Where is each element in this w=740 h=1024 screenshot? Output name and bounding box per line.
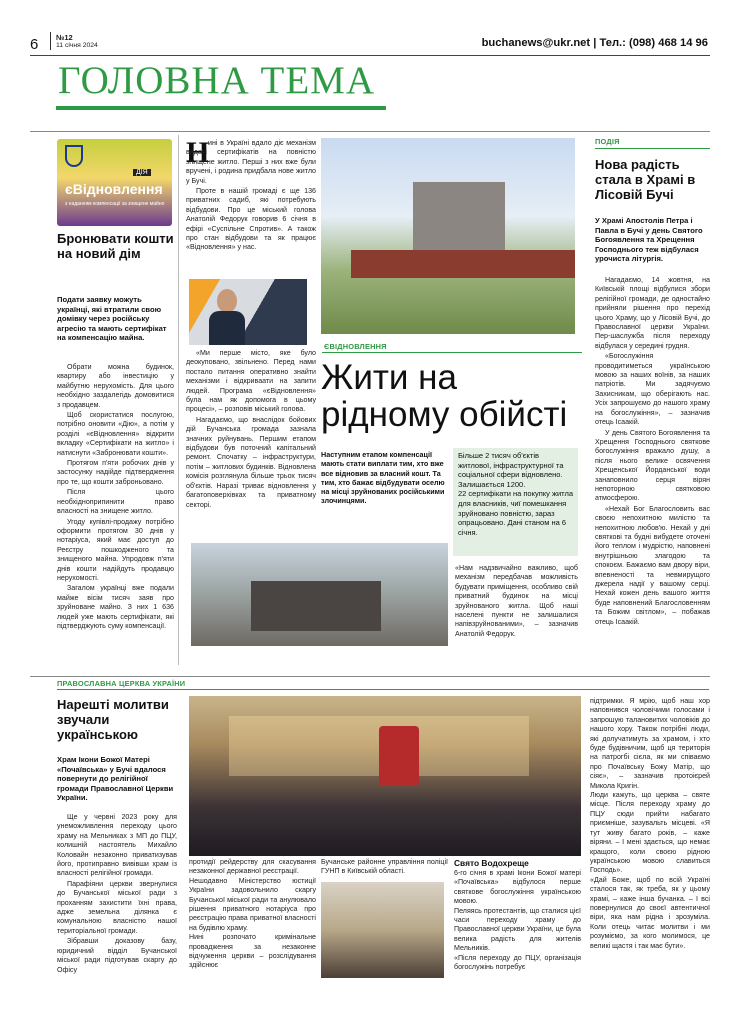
- right-title: Нова радість стала в Храмі в Лісовій Бучі: [595, 157, 696, 202]
- col1-paragraph: Обрати можна будинок, квартиру або інвестицію у майбутню нерухомість. Для цього необхідно заздалегідь домовитися з продавцем.: [57, 363, 174, 409]
- destroyed-building-photo: [191, 543, 448, 646]
- right-body: [595, 276, 710, 627]
- section-title-underline: [56, 106, 386, 110]
- feature-stats-box: [453, 448, 578, 556]
- right-section-label: ПОДІЯ: [595, 137, 620, 146]
- col1-lead: Подати заявку можуть українці, які втратили свою домівку через російську агресію та мають сертифікат на компенсацію майна.: [57, 295, 167, 343]
- feature-section-label: ЄВІДНОВЛЕННЯ: [324, 342, 387, 351]
- col2-quote: «Ми перше місто, яке було деокуповано, звільнено. Перед нами постало питання оперативно знайти механізми і відкриваати на запити людей. Програма «єВідновлення» була нам як допомога в цьому процесі», – розповів міський голова.: [186, 349, 316, 414]
- col2-body-bottom: [186, 349, 316, 510]
- col2-paragraph: Проте в нашій громаді є ще 136 приватних садиб, які потребують відбудови. Про це міський голова Анатолій Федорук говорив 6 січня в ефірі «Суспільне Спротив». А також про стан відбудови та як працює «Відновлення» у нас.: [186, 187, 316, 252]
- bottom-rule: [57, 689, 709, 690]
- feature-rule: [322, 352, 582, 353]
- ruined-house: [413, 182, 505, 254]
- bottom-paragraph: Ще у червні 2023 року для унеможливлення переходу цього храму на Мельниках з МП до ПЦУ, колишній настоятель Михайло Коловайн незаконно приватизував його, протиправно вивівши храм із власності релігійної громади.: [57, 813, 177, 878]
- header-contacts: buchanews@ukr.net | Тел.: (098) 468 14 96: [481, 37, 708, 49]
- speaker-face: [217, 289, 237, 313]
- badge-small-label: ДІЯ: [133, 169, 151, 176]
- col1-paragraph: Щоб скористатися послугою, потрібно оновити «Дію», а потім у розділі «єВідновлення» відкрити вкладку «Сертифікати на житло» і натиснути «Забронювати кошти».: [57, 411, 174, 457]
- header-rule: [30, 55, 710, 56]
- feature-stats-text: 22 сертифікати на покупку житла для власників, чиї помешкання зруйновано повністю, зараз опрацьовано. Дані станом на 6 січня.: [458, 489, 574, 537]
- priest-vestment: [379, 726, 419, 786]
- bottom-subtitle: Свято Водохреще: [454, 858, 529, 868]
- bottom-title: Нарешті молитви звучали українською: [57, 697, 169, 742]
- right-lead: У Храмі Апостолів Петра і Павла в Бучі у день Святого Богоявлення та Хрещення Господнього теж відбулася урочиста літургія.: [595, 216, 703, 264]
- right-paragraph: «Богослужіння проводитиметься українською мовою за наших воїнів, за наших патріотів. Ми задячуємо Захисникам, що оберігають нас. Усіх запрошуємо до нашого храму на богослужіння», – зазначив отець Ісаакій.: [595, 352, 710, 427]
- bottom-paragraph: Парафіяни церкви звернулися до Бучанської міської ради з проханням захистити їхні права, адже земельна ділянка є комунальною власністю нашої територіальної громади.: [57, 879, 177, 935]
- col2-body-top: [186, 136, 316, 253]
- badge-caption: з наданням компенсації за знищене майно: [65, 201, 165, 207]
- col2-paragraph: ині в Україні вдало діє механізм видачі сертифікатів на повністю знищене житло. Перші з них вже були вручені, і родина придбала нове житло у Бучі.: [186, 139, 316, 185]
- section-title: ГОЛОВНА ТЕМА: [58, 59, 375, 102]
- col1-paragraph: Протягом п'яти робочих днів у застосунку надійде підтвердження про те, що кошти заброньовано.: [57, 459, 174, 486]
- ruins: [251, 581, 381, 631]
- feature-lead: Наступним етапом компенсації мають стати виплати тим, хто вже все відновив за власний кошт. Та тим, хто бажає відбудувати оселю на місці зруйнованих російськими злочинцями.: [321, 450, 445, 506]
- col1-body: [57, 363, 174, 631]
- water-blessing-photo: [321, 882, 444, 978]
- bottom-col5-text: підтримки. Я мрію, щоб наш хор наповнився чоловічими голосами і запрошую талановитих чоловіків до нашого хору. Також потрібні люди, які долучатимуть за храмом, і хто буде будівничим, щоб ця територія на патрогбі сієла, як ми співаємо про Почаївську Божу Матір, що сіяє», – зазначив протоієрей Микола Кригін. Люди кажуть, що церква – святе місце. Після переходу храму до ПЦУ сюди прийти набагато приємніше, зазувальть місцеві. «Я тут живу багато років, – каже віряни. – І мені здається, що немає кращого, коли своєю рідною українською мовою славиться Господь». «Дай Боже, щоб по всій Україні сталося так, як треба, як у цьому храмі, – каже інша бучанка. – І всі повернулися до своєї автентичної віри, яка нам рідна і зрозуміла. Коли отець читає молитви і ми розуміємо, за кого молимося, це великі щастя і так має бути».: [590, 697, 710, 950]
- right-paragraph: Нагадаємо, 14 жовтня, на Київській площі відбулися збори релігійної громади, де одностайно прийняли рішення про перехід цього Храму, що у Лісовій Бучі, до Православної церкви України. Пер-шаслужба після переходу відбулася у середині грудня.: [595, 276, 710, 350]
- issue-date: 11 січня 2024: [56, 42, 98, 49]
- col1-paragraph: Після цього необхідноприпинити право власності на знищене житло.: [57, 488, 174, 516]
- feature-quote: «Нам надзвичайно важливо, щоб механізм передбачав можливість будувати приміщення, особливо свій приватний будинок на місці зруйнованого житла. Щоб наші населені пункти не залишалися напівзруйнованими», – зазначив Анатолій Федорук.: [455, 564, 578, 638]
- bottom-lead: Храм Ікони Божої Матері «Почаївська» у Бучі вдалося повернути до релігійної громади Православної Церкви України.: [57, 755, 174, 803]
- col1-title: Бронювати кошти на новий дім: [57, 231, 174, 261]
- issue-number: №12: [56, 33, 73, 42]
- bottom-col2-text: протидії рейдерству для скасування незаконної державної реєстрації. Нешодавно Міністерство юстиції України задовольнило скаргу Бучанської міської ради та анулювало рішення приватного нотаріуса про реєстрацію права приватної власності на будівлю храму. Нині розпочато кримінальне провадження за незаконне відчуження церкви – розслідування здійснює: [189, 858, 316, 970]
- bottom-col3-text: Бучанське районне управління поліції ГУНП в Київській області.: [321, 858, 448, 876]
- badge-main-label: єВідновлення: [65, 181, 163, 197]
- bottom-paragraph: Зібравши доказову базу, юридичний відділ Бучанської міської ради підготував скаргу до Офісу: [57, 937, 177, 974]
- bottom-col4-text: 6-го січня в храмі Ікони Божої матері «Почаївська» відбулося перше святкове богослужіння українською мовою. Пеляясь протестантів, що сталися цієї часи переходу храму до Православної церкви України, це була велика радість для жителів Мельників. «Після переходу до ПЦУ, організація богослужінь потребує: [454, 869, 581, 972]
- col1-paragraph: Угоду купівлі-продажу потрібно оформити протягом 30 днів у нотаріуса, який має доступ до Реєстру пошкодженого та знищеного майна. Упродовж п'яти днів кошти надійдуть продавцю нерухомості.: [57, 517, 174, 582]
- feature-stats-text: Більше 2 тисяч об'єктів житлової, інфраструктурної та соціальної сфери відновлено. Залишається 1200.: [458, 451, 564, 489]
- church-congregation-photo: [189, 696, 581, 856]
- speaker-body: [209, 311, 245, 345]
- fence: [351, 250, 575, 278]
- bottom-section-label: ПРАВОСЛАВНА ЦЕРКВА УКРАЇНИ: [57, 679, 186, 688]
- bottom-col1-body: [57, 813, 177, 975]
- header-divider: [50, 32, 51, 50]
- right-rule: [595, 148, 710, 149]
- col1-paragraph: Загалом українці вже подали майже вісім тисяч заяв про зруйноване майно. З них 1 636 людей уже мають сертифікати, які підтверджують суму компенсації.: [57, 584, 174, 630]
- column-divider: [178, 135, 179, 665]
- right-paragraph: У день Святого Богоявлення та Хрещення Господнього святкове богослужіння вражало душу, а після нього велике освячення Хрещенської Йорданської води занаповнило серця вірян непоторною святковою атмосферою.: [595, 428, 710, 503]
- top-rule: [30, 131, 710, 132]
- ruined-house-photo: [321, 138, 575, 334]
- page-number: 6: [30, 36, 39, 53]
- right-paragraph: «Нехай Бог Благословить вас своєю непохитною милістю та непохитною любов'ю. Нехай у дні святкові та будні вибудете оточені його теплом і мудрістю, наповнені внутрішньою злагодою та спокоєм. Бажаємо вам двору віри, впевненості та невмирущого джерела надії у вашому серці. Нехай кожен день вашого життя буде наповнений Благословенням та Божим світлом», – побажав отець Ісаакій.: [595, 504, 710, 626]
- trident-icon: [65, 145, 83, 167]
- evidnovlennya-badge-image: [57, 139, 172, 226]
- interview-photo: [189, 279, 307, 345]
- col2-paragraph: Нагадаємо, що внаслідок бойових дій Бучанська громада зазнала значних руйнувань. Першим етапом відбудови був поточний капітальний ремонт. Спочатку – інфраструктури, потім – житлових будинків. Відновлена комісія розглянула більше трьох тисяч об'єктів. Наразі триває відновлення у багатоповерхівках та приватному секторі.: [186, 415, 316, 509]
- feature-headline: Жити на рідному обійсті: [321, 358, 568, 434]
- bottom-top-rule: [30, 676, 710, 677]
- dropcap: Н: [186, 136, 210, 169]
